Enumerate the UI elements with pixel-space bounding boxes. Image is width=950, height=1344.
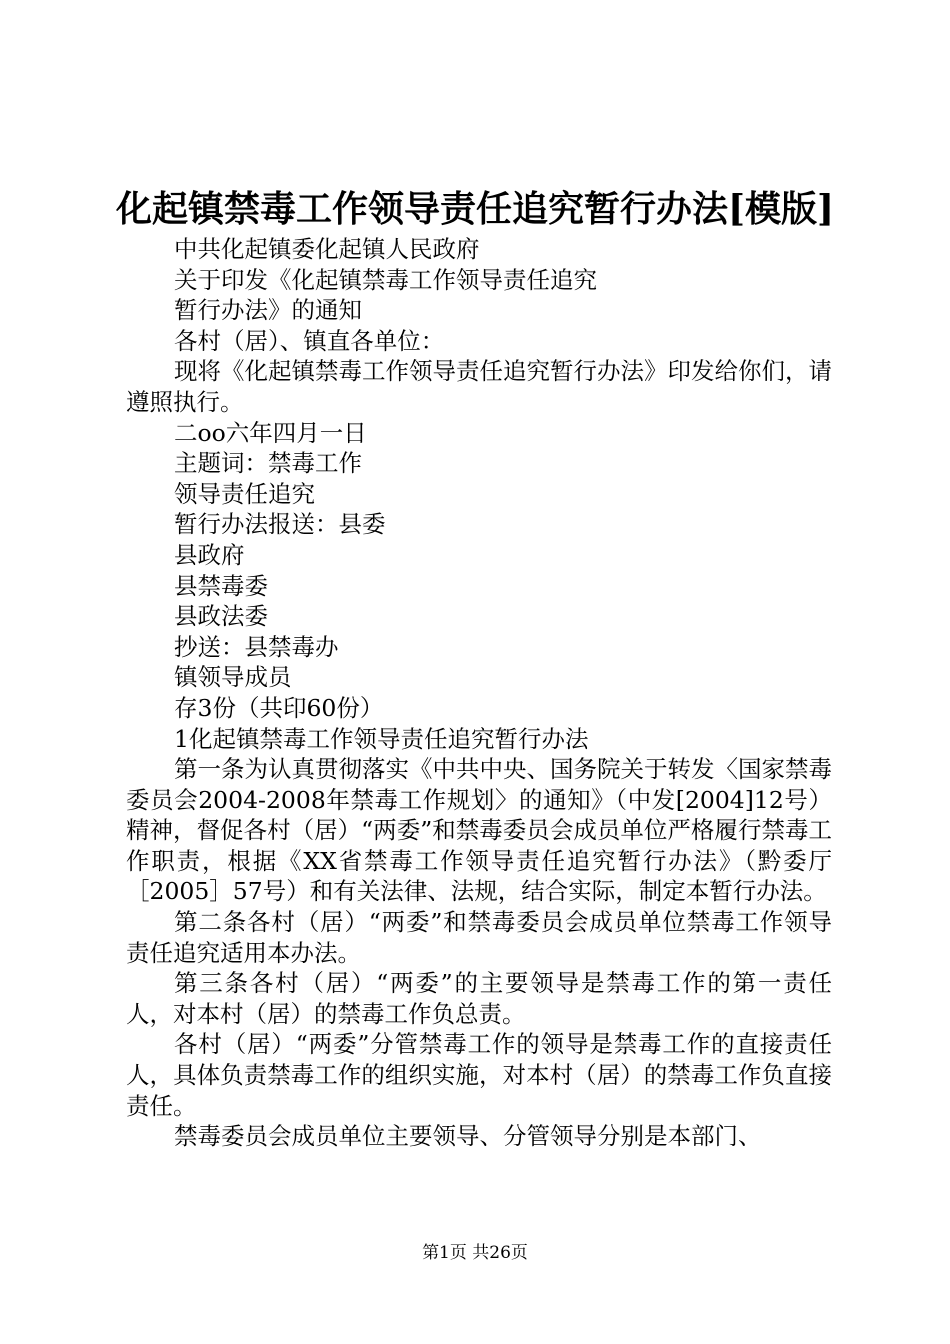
document-title: 化起镇禁毒工作领导责任追究暂行办法[模版] [115,188,835,230]
subject-line-2: 领导责任追究 [174,479,315,508]
subject-line: 主题词：禁毒工作 [174,449,362,478]
article-3: 第三条各村（居）“两委”的主要领导是禁毒工作的第一责任人，对本村（居）的禁毒工作负总责。 [126,969,832,1028]
document-body [126,234,832,1152]
archive-line: 存3份（共印60份） [174,693,384,722]
submit-recipient-1: 县政府 [174,540,245,569]
notice-title-line-2: 暂行办法》的通知 [174,296,362,325]
submit-recipient-3: 县政法委 [174,602,268,631]
page-footer: 第1页 共26页 [422,1243,528,1263]
copy-line: 抄送：县禁毒办 [174,632,339,661]
section-heading: 1化起镇禁毒工作领导责任追究暂行办法 [174,724,589,753]
recipients-line: 各村（居）、镇直各单位： [174,326,445,355]
article-2: 第二条各村（居）“两委”和禁毒委员会成员单位禁毒工作领导责任追究适用本办法。 [126,908,832,967]
copy-recipient: 镇领导成员 [174,663,292,692]
notice-paragraph: 现将《化起镇禁毒工作领导责任追究暂行办法》印发给你们，请遵照执行。 [126,357,832,416]
submit-recipient-2: 县禁毒委 [174,571,268,600]
date-line: 二oo六年四月一日 [174,418,367,447]
submit-line: 暂行办法报送：县委 [174,510,386,539]
issuer-line: 中共化起镇委化起镇人民政府 [174,235,480,263]
notice-title-line-1: 关于印发《化起镇禁毒工作领导责任追究 [174,265,597,294]
article-3-para-2: 各村（居）“两委”分管禁毒工作的领导是禁毒工作的直接责任人，具体负责禁毒工作的组织实施，对本村（居）的禁毒工作负直接责任。 [126,1030,832,1120]
article-3-para-3: 禁毒委员会成员单位主要领导、分管领导分别是本部门、 [174,1122,762,1151]
article-1: 第一条为认真贯彻落实《中共中央、国务院关于转发〈国家禁毒委员会2004-2008年禁毒工作规划〉的通知》（中发[2004]12号）精神，督促各村（居）“两委”和禁毒委员会成员单位严格履行禁毒工作职责，根据《XX省禁毒工作领导责任追究暂行办法》（黔委厅［2005］57号）和有关法律、法规，结合实际，制定本暂行办法。 [126,755,832,906]
